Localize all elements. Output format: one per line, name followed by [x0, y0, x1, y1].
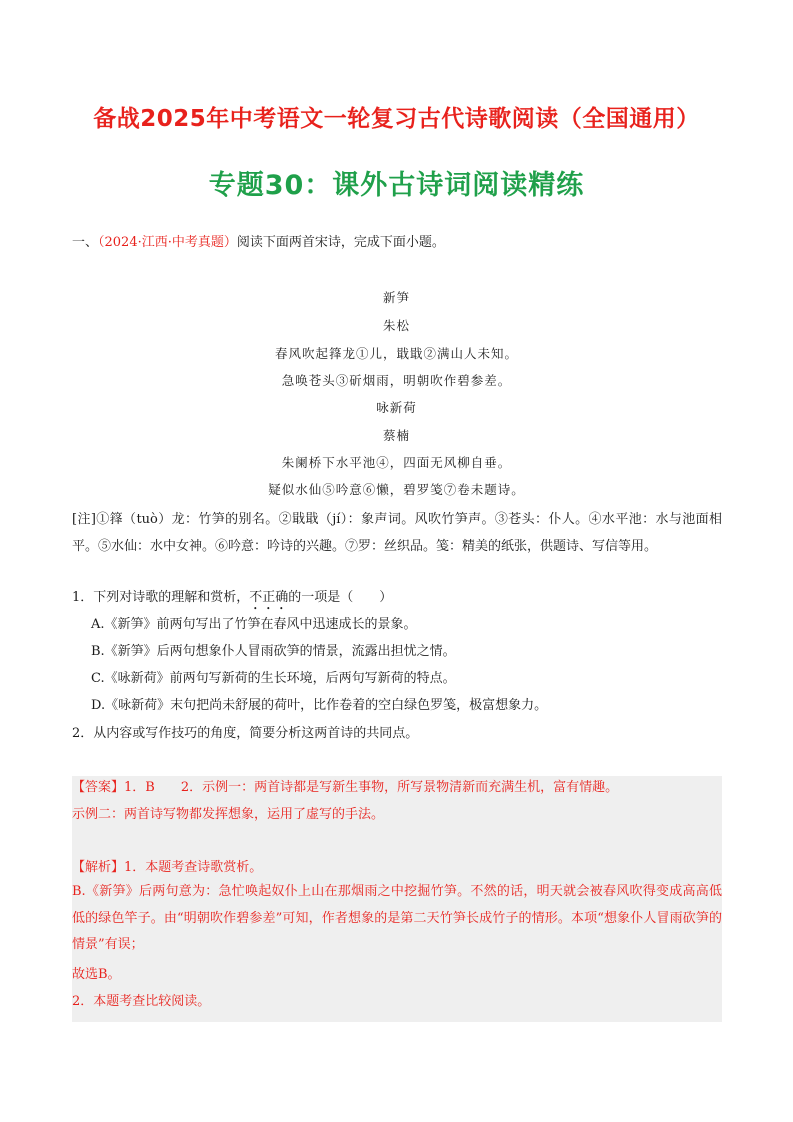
poem1-line2: 急唤苍头③斫烟雨，明朝吹作碧参差。	[281, 373, 512, 388]
analysis-line-1: 【解析】1．本题考查诗歌赏析。	[72, 860, 263, 875]
option-a: A.《新笋》前两句写出了竹笋在春风中迅速成长的景象。	[91, 617, 417, 632]
question-source: （2024·江西·中考真题）	[98, 235, 237, 250]
option-c: C.《咏新荷》前两句写新荷的生长环境，后两句写新荷的特点。	[91, 671, 456, 686]
analysis-conclusion: 故选B。	[72, 967, 121, 982]
poem2-line1: 朱阑桥下水平池④，四面无风柳自垂。	[281, 455, 512, 470]
analysis-paragraph: B.《新笋》后两句意为：急忙唤起奴仆上山在那烟雨之中挖掘竹笋。不然的话，明天就会被春风吹得变成高高低低的绿色竿子。由“明朝吹作碧参差”可知，作者想象的是第二天竹笋长成竹子的情形。本项“想象仆人冒雨砍笋的情景”有误；	[72, 884, 722, 952]
document-subtitle: 专题30：课外古诗词阅读精练	[208, 170, 585, 201]
question-1-stem: 1．下列对诗歌的理解和赏析，不正确的一项是（ ）	[72, 590, 393, 605]
question-intro	[72, 233, 722, 253]
poem2-line2: 疑似水仙⑤吟意⑥懒，碧罗笺⑦卷未题诗。	[268, 482, 525, 497]
document-title: 备战2025年中考语文一轮复习古代诗歌阅读（全国通用）	[93, 106, 700, 132]
poem1-line1: 春风吹起箨龙①儿，戢戢②满山人未知。	[274, 346, 518, 361]
question-instruction: 阅读下面两首宋诗，完成下面小题。	[236, 235, 445, 250]
answer-line-2: 示例二：两首诗写物都发挥想象，运用了虚写的手法。	[72, 807, 385, 822]
analysis-line-2: 2．本题考查比较阅读。	[72, 994, 211, 1009]
emphasis-not-correct: 不正确	[249, 590, 289, 605]
poem2-title: 咏新荷	[376, 400, 417, 415]
question-prefix: 一、	[72, 235, 99, 250]
analysis-label: 【解析】	[72, 860, 125, 875]
poem2-author: 蔡楠	[382, 428, 410, 443]
option-b: B.《新笋》后两句想象仆人冒雨砍笋的情景，流露出担忧之情。	[91, 644, 456, 659]
poem1-author: 朱松	[382, 318, 410, 333]
answer-line-1: 【答案】1．B 2．示例一：两首诗都是写新生事物，所写景物清新而充满生机，富有情趣。	[72, 780, 619, 795]
answer-label: 【答案】	[72, 780, 125, 795]
option-d: D.《咏新荷》末句把尚未舒展的荷叶，比作卷着的空白绿色罗笺，极富想象力。	[91, 698, 548, 713]
poem-notes: [注]①箨（tuò）龙：竹笋的别名。②戢戢（jí）：象声词。风吹竹笋声。③苍头：仆人。④水平池：水与池面相平。⑤水仙：水中女神。⑥吟意：吟诗的兴趣。⑦罗：丝织品。笺：精美的纸张，供题诗、写信等用。	[72, 512, 722, 554]
poem1-title: 新笋	[382, 290, 410, 305]
question-2-stem: 2．从内容或写作技巧的角度，简要分析这两首诗的共同点。	[72, 726, 419, 741]
